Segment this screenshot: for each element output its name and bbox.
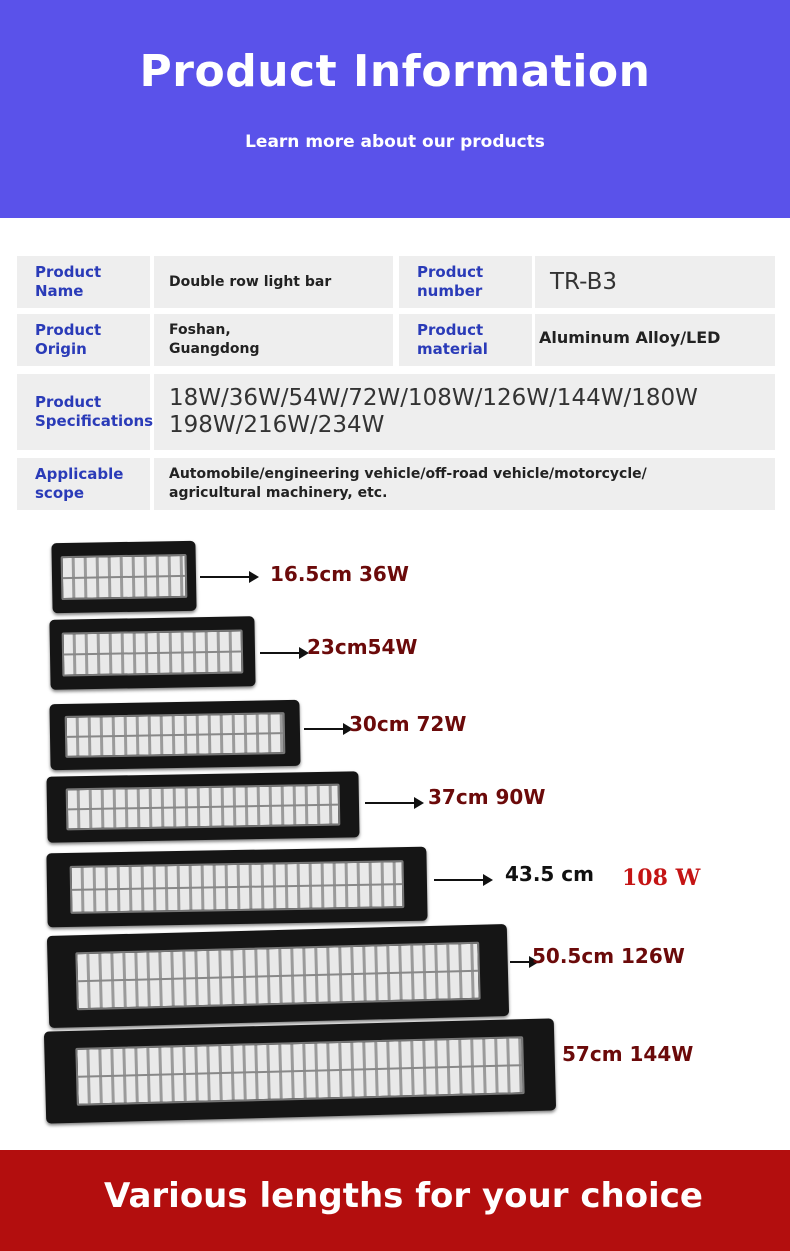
applicable-scope-label: Applicable scope xyxy=(17,458,150,510)
light-bar-size-comparison xyxy=(0,530,790,1130)
product-specifications-value: 18W/36W/54W/72W/108W/126W/144W/180W 198W/216W/234W xyxy=(154,374,775,450)
light-bar-image xyxy=(46,771,359,842)
product-origin-label: Product Origin xyxy=(17,314,150,366)
size-label: 37cm 90W xyxy=(428,785,546,809)
arrow-icon xyxy=(304,728,344,730)
size-label: 50.5cm 126W xyxy=(532,944,685,968)
hero-banner xyxy=(0,0,790,218)
light-bar-image xyxy=(51,541,196,614)
page-subtitle: Learn more about our products xyxy=(245,132,545,152)
product-material-label: Product material xyxy=(399,314,532,366)
power-label: 108 W xyxy=(622,865,701,891)
light-bar-image xyxy=(46,847,427,928)
product-number-value: TR-B3 xyxy=(535,256,775,308)
arrow-icon xyxy=(434,879,484,881)
arrow-icon xyxy=(200,576,250,578)
size-label: 43.5 cm xyxy=(505,862,595,886)
light-bar-image xyxy=(47,924,509,1028)
footer-slogan: Various lengths for your choice xyxy=(104,1176,703,1216)
light-bar-image xyxy=(44,1018,556,1123)
product-name-value: Double row light bar xyxy=(154,256,393,308)
size-label: 23cm54W xyxy=(307,635,418,659)
product-name-label: Product Name xyxy=(17,256,150,308)
product-number-label: Product number xyxy=(399,256,532,308)
product-specifications-label: Product Specifications xyxy=(17,374,150,450)
product-origin-value: Foshan, Guangdong xyxy=(154,314,393,366)
size-label: 30cm 72W xyxy=(349,712,467,736)
footer-banner xyxy=(0,1150,790,1251)
light-bar-image xyxy=(49,616,255,690)
arrow-icon xyxy=(260,652,300,654)
size-label: 16.5cm 36W xyxy=(270,562,409,586)
size-label: 57cm 144W xyxy=(562,1042,694,1066)
page-title: Product Information xyxy=(139,46,651,97)
arrow-icon xyxy=(510,961,530,963)
light-bar-image xyxy=(49,700,300,770)
product-material-value: Aluminum Alloy/LED xyxy=(535,314,775,366)
applicable-scope-value: Automobile/engineering vehicle/off-road vehicle/motorcycle/ agricultural machinery, etc. xyxy=(154,458,775,510)
arrow-icon xyxy=(365,802,415,804)
